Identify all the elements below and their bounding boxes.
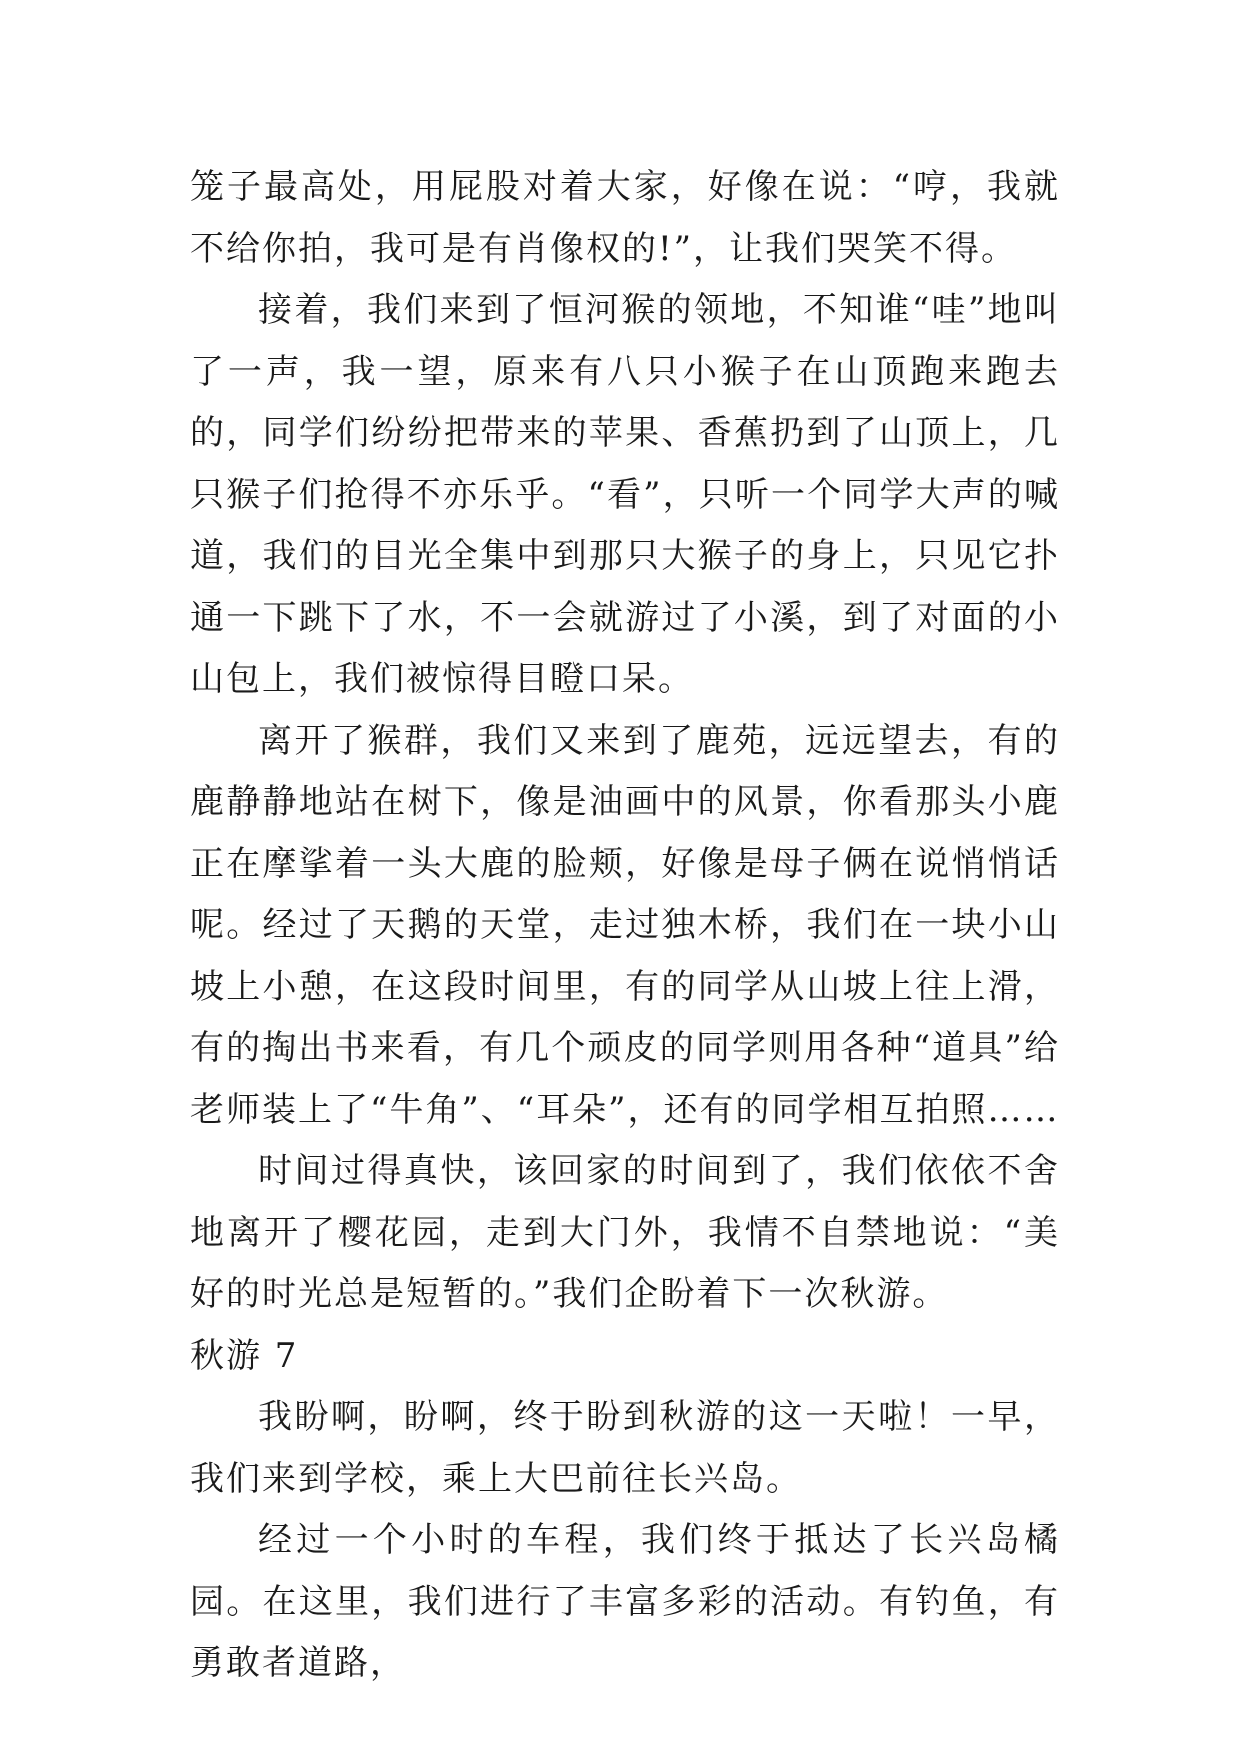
section-heading: 秋游 7 — [190, 1335, 299, 1376]
paragraph: 笼子最高处，用屁股对着大家，好像在说：“哼，我就不给你拍，我可是有肖像权的!”，让我们哭笑不得。 — [190, 167, 1060, 269]
paragraph: 经过一个小时的车程，我们终于抵达了长兴岛橘园。在这里，我们进行了丰富多彩的活动。有钓鱼，有勇敢者道路， — [190, 1520, 1060, 1683]
paragraph: 接着，我们来到了恒河猴的领地，不知谁“哇”地叫了一声，我一望，原来有八只小猴子在山顶跑来跑去的，同学们纷纷把带来的苹果、香蕉扔到了山顶上，几只猴子们抢得不亦乐乎。“看”，只听一个同学大声的喊道，我们的目光全集中到那只大猴子的身上，只见它扑通一下跳下了水，不一会就游过了小溪，到了对面的小山包上，我们被惊得目瞪口呆。 — [190, 290, 1060, 699]
paragraph: 时间过得真快，该回家的时间到了，我们依依不舍地离开了樱花园，走到大门外，我情不自禁地说：“美好的时光总是短暂的。”我们企盼着下一次秋游。 — [190, 1151, 1060, 1314]
paragraph: 我盼啊，盼啊，终于盼到秋游的这一天啦！一早，我们来到学校，乘上大巴前往长兴岛。 — [190, 1397, 1060, 1499]
paragraph: 离开了猴群，我们又来到了鹿苑，远远望去，有的鹿静静地站在树下，像是油画中的风景，你看那头小鹿正在摩挲着一头大鹿的脸颊，好像是母子俩在说悄悄话呢。经过了天鹅的天堂，走过独木桥，我们在一块小山坡上小憩，在这段时间里，有的同学从山坡上往上滑，有的掏出书来看，有几个顽皮的同学则用各种“道具”给老师装上了“牛角”、“耳朵”，还有的同学相互拍照…… — [190, 720, 1060, 1130]
body-text — [190, 157, 1060, 1695]
